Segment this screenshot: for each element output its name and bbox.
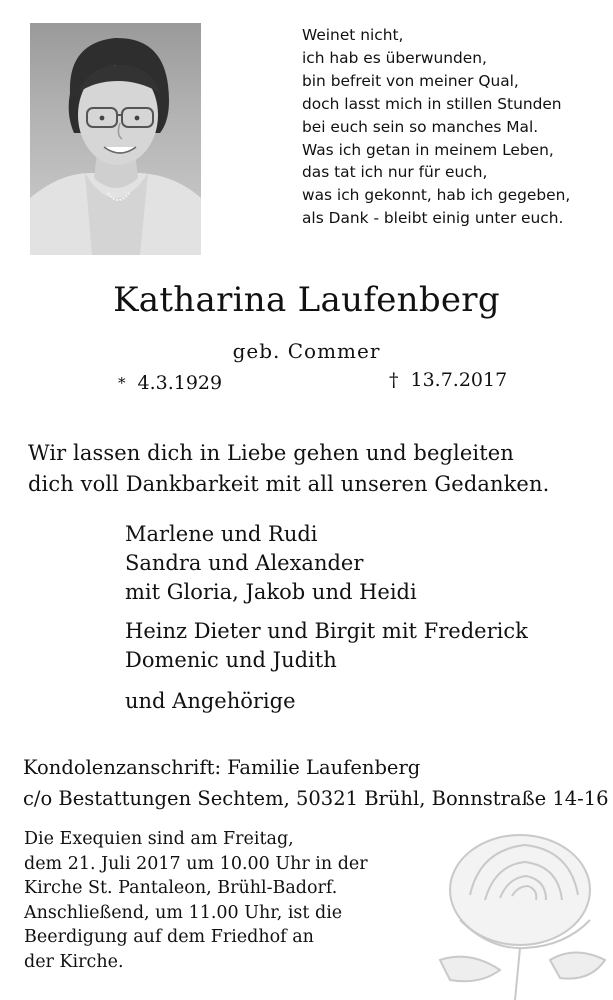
birth-star-icon: * — [118, 374, 126, 392]
birth-date: 4.3.1929 — [137, 372, 223, 394]
portrait-photo — [30, 23, 201, 255]
relatives: und Angehörige — [125, 689, 296, 713]
family-line: Heinz Dieter und Birgit mit Frederick — [125, 619, 528, 643]
poem-line: bei euch sein so manches Mal. — [302, 117, 539, 136]
poem-line: bin befreit von meiner Qual, — [302, 71, 519, 90]
family-spacer — [125, 607, 605, 617]
poem-line: als Dank - bleibt einig unter euch. — [302, 209, 564, 228]
rose-illustration — [400, 810, 613, 1000]
poem-line: Weinet nicht, — [302, 26, 404, 44]
family-spacer — [125, 675, 605, 687]
funeral-line: Beerdigung auf dem Friedhof an — [24, 927, 314, 947]
intro-line: dich voll Dankbarkeit mit all unseren Gedanken. — [28, 472, 550, 496]
death-date: 13.7.2017 — [410, 369, 508, 391]
family-line: Marlene und Rudi — [125, 522, 318, 546]
funeral-line: Die Exequien sind am Freitag, — [24, 829, 294, 849]
portrait-illustration — [30, 23, 201, 255]
family-list — [125, 520, 605, 716]
death-date-line — [389, 369, 507, 391]
condolence-line: Kondolenzanschrift: Familie Laufenberg — [23, 756, 421, 779]
family-line: mit Gloria, Jakob und Heidi — [125, 580, 417, 604]
poem-line: ich hab es überwunden, — [302, 48, 487, 67]
condolence-address — [23, 752, 613, 814]
funeral-line: Anschließend, um 11.00 Uhr, ist die — [24, 902, 343, 923]
family-line: Sandra und Alexander — [125, 551, 364, 575]
death-cross-icon: † — [389, 369, 399, 391]
funeral-line: Kirche St. Pantaleon, Brühl-Badorf. — [24, 878, 338, 898]
poem-line: das tat ich nur für euch, — [302, 163, 488, 182]
intro-line: Wir lassen dich in Liebe gehen und begleiten — [28, 441, 514, 465]
birth-name: geb. Commer — [232, 339, 381, 363]
funeral-notice — [24, 827, 394, 974]
poem-line: Was ich getan in meinem Leben, — [302, 140, 554, 159]
poem-line: doch lasst mich in stillen Stunden — [302, 94, 562, 113]
funeral-line: dem 21. Juli 2017 um 10.00 Uhr in der — [24, 853, 368, 874]
poem — [302, 24, 602, 230]
birth-date-line — [118, 372, 222, 394]
poem-line: was ich gekonnt, hab ich gegeben, — [302, 186, 571, 205]
deceased-name: Katharina Laufenberg — [113, 280, 500, 320]
condolence-line: c/o Bestattungen Sechtem, 50321 Brühl, Bonnstraße 14-16 — [23, 787, 609, 810]
intro-text — [28, 438, 608, 500]
funeral-line: der Kirche. — [24, 951, 124, 972]
family-line: Domenic und Judith — [125, 648, 337, 672]
